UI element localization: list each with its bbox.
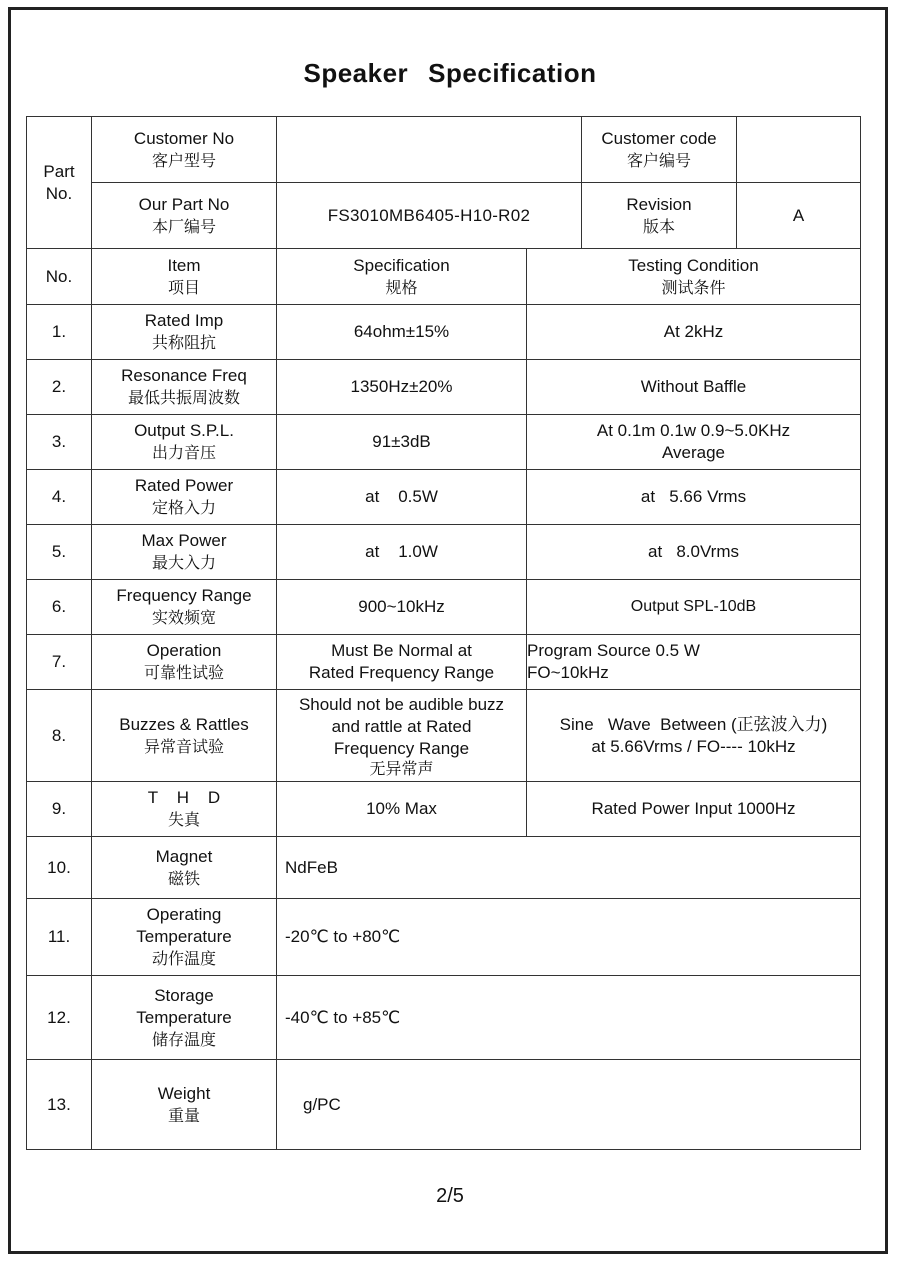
row-no: 4. <box>27 470 92 525</box>
column-header-row <box>27 249 861 305</box>
customer-no-value <box>277 117 582 183</box>
our-part-no-value: FS3010MB6405-H10-R02 <box>277 183 582 249</box>
table-row <box>27 305 861 360</box>
row-item: T H D 失真 <box>92 782 277 837</box>
row-no: 9. <box>27 782 92 837</box>
row-no: 5. <box>27 525 92 580</box>
row-value: g/PC <box>277 1060 861 1150</box>
table-row <box>27 415 861 470</box>
row-value: NdFeB <box>277 837 861 899</box>
col-spec: Specification 规格 <box>277 249 527 305</box>
row-no: 11. <box>27 899 92 976</box>
part-no-label: Part No. <box>27 117 92 249</box>
table-row <box>27 1060 861 1150</box>
row-spec: Should not be audible buzz and rattle at Rated Frequency Range 无异常声 <box>277 690 527 782</box>
our-part-no-label: Our Part No 本厂编号 <box>92 183 277 249</box>
revision-label: Revision 版本 <box>582 183 737 249</box>
row-item: Magnet 磁铁 <box>92 837 277 899</box>
row-cond: at 8.0Vrms <box>527 525 861 580</box>
table-row <box>27 525 861 580</box>
row-value: -20℃ to +80℃ <box>277 899 861 976</box>
table-row <box>27 837 861 899</box>
table-row <box>27 360 861 415</box>
row-spec: Must Be Normal at Rated Frequency Range <box>277 635 527 690</box>
row-item: Operating Temperature 动作温度 <box>92 899 277 976</box>
row-cond: At 0.1m 0.1w 0.9~5.0KHz Average <box>527 415 861 470</box>
table-row <box>27 976 861 1060</box>
row-no: 2. <box>27 360 92 415</box>
row-item: Frequency Range 实效频宽 <box>92 580 277 635</box>
header-row-ourpart <box>27 183 861 249</box>
row-item: Operation 可靠性试验 <box>92 635 277 690</box>
table-row <box>27 690 861 782</box>
table-row <box>27 782 861 837</box>
row-spec: 64ohm±15% <box>277 305 527 360</box>
row-no: 1. <box>27 305 92 360</box>
row-item: Resonance Freq 最低共振周波数 <box>92 360 277 415</box>
row-spec: 1350Hz±20% <box>277 360 527 415</box>
row-no: 3. <box>27 415 92 470</box>
customer-code-value <box>737 117 861 183</box>
row-item: Buzzes & Rattles 异常音试验 <box>92 690 277 782</box>
row-spec: 91±3dB <box>277 415 527 470</box>
row-cond: Program Source 0.5 W FO~10kHz <box>527 635 861 690</box>
col-item: Item 项目 <box>92 249 277 305</box>
row-item: Weight 重量 <box>92 1060 277 1150</box>
col-cond: Testing Condition 测试条件 <box>527 249 861 305</box>
page-number: 2/5 <box>436 1185 464 1207</box>
row-cond: Without Baffle <box>527 360 861 415</box>
row-cond: Rated Power Input 1000Hz <box>527 782 861 837</box>
row-no: 8. <box>27 690 92 782</box>
table-row <box>27 580 861 635</box>
row-item: Output S.P.L. 出力音压 <box>92 415 277 470</box>
row-cond: Output SPL-10dB <box>527 580 861 635</box>
row-spec: 10% Max <box>277 782 527 837</box>
row-item: Storage Temperature 储存温度 <box>92 976 277 1060</box>
table-row <box>27 470 861 525</box>
revision-value: A <box>737 183 861 249</box>
row-value: -40℃ to +85℃ <box>277 976 861 1060</box>
row-spec: at 1.0W <box>277 525 527 580</box>
customer-no-label: Customer No 客户型号 <box>92 117 277 183</box>
row-no: 13. <box>27 1060 92 1150</box>
table-row <box>27 635 861 690</box>
col-no: No. <box>27 249 92 305</box>
table-row <box>27 899 861 976</box>
row-item: Max Power 最大入力 <box>92 525 277 580</box>
row-cond: at 5.66 Vrms <box>527 470 861 525</box>
row-spec: at 0.5W <box>277 470 527 525</box>
row-no: 10. <box>27 837 92 899</box>
row-item: Rated Imp 共称阻抗 <box>92 305 277 360</box>
page-title: Speaker Specification <box>303 58 597 88</box>
row-item: Rated Power 定格入力 <box>92 470 277 525</box>
row-no: 7. <box>27 635 92 690</box>
header-row-customer <box>27 117 861 183</box>
row-cond: At 2kHz <box>527 305 861 360</box>
customer-code-label: Customer code 客户编号 <box>582 117 737 183</box>
row-spec: 900~10kHz <box>277 580 527 635</box>
row-no: 6. <box>27 580 92 635</box>
spec-table <box>26 116 861 1150</box>
row-no: 12. <box>27 976 92 1060</box>
row-cond: Sine Wave Between (正弦波入力) at 5.66Vrms / FO---- 10kHz <box>527 690 861 782</box>
